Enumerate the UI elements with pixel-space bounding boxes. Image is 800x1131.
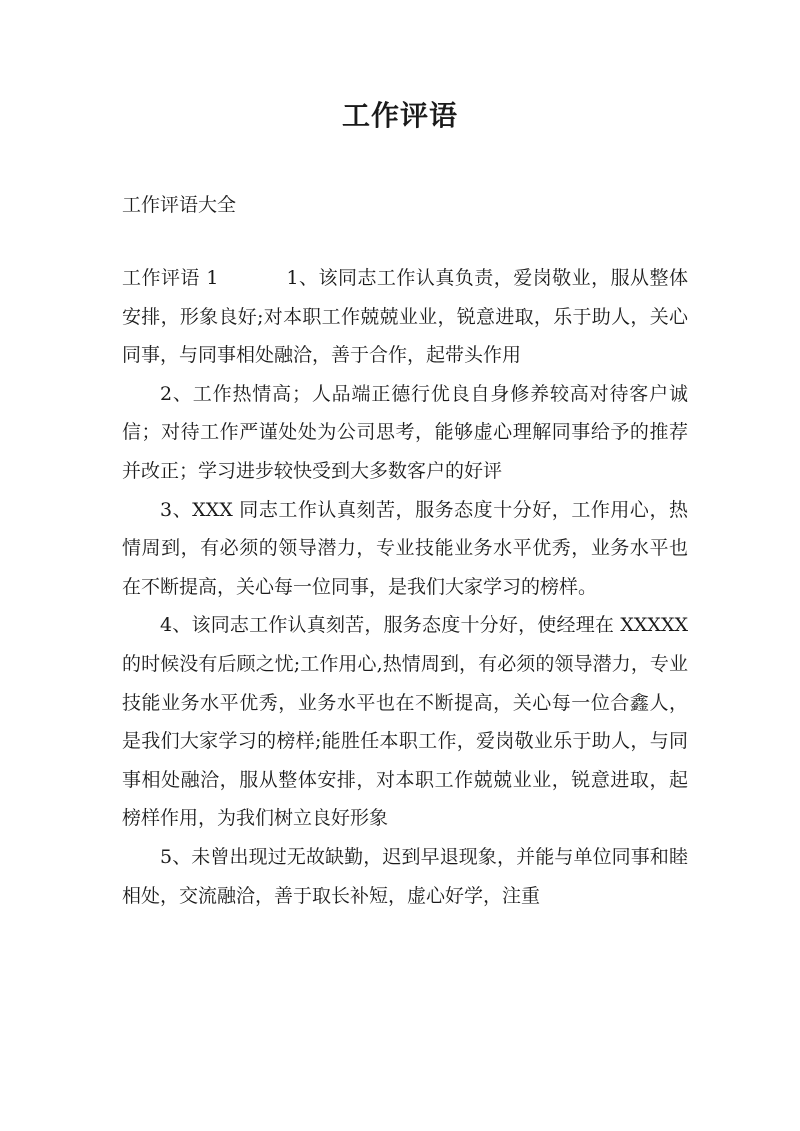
paragraph-3: 3、XXX 同志工作认真刻苦，服务态度十分好，工作用心，热情周到，有必须的领导潜力，专业技能业务水平优秀，业务水平也在不断提高，关心每一位同事，是我们大家学习的榜样。 (122, 498, 688, 598)
paragraph-5: 5、未曾出现过无故缺勤，迟到早退现象，并能与单位同事和睦相处，交流融洽，善于取长补短，虚心好学，注重 (122, 845, 688, 907)
paragraph-2: 2、工作热情高；人品端正德行优良自身修养较高对待客户诚信；对待工作严谨处处为公司思考，能够虚心理解同事给予的推荐并改正；学习进步较快受到大多数客户的好评 (122, 382, 688, 482)
document-body (122, 259, 688, 915)
paragraph-1 (122, 259, 688, 375)
document-subtitle: 工作评语大全 (122, 194, 237, 216)
document-title: 工作评语 (341, 99, 458, 132)
section-label: 工作评语 1 (122, 267, 219, 289)
paragraph-1-text: 1、该同志工作认真负责，爱岗敬业，服从整体安排，形象良好;对本职工作兢兢业业，锐意进取，乐于助人，关心同事，与同事相处融洽，善于合作，起带头作用 (122, 267, 688, 367)
paragraph-4: 4、该同志工作认真刻苦，服务态度十分好，使经理在 XXXXX 的时候没有后顾之忧;工作用心,热情周到，有必须的领导潜力，专业技能业务水平优秀，业务水平也在不断提高，关心每一位合鑫人，是我们大家学习的榜样;能胜任本职工作，爱岗敬业乐于助人，与同事相处融洽，服从整体安排，对本职工作兢兢业业，锐意进取，起榜样作用，为我们树立良好形象 (122, 614, 688, 830)
